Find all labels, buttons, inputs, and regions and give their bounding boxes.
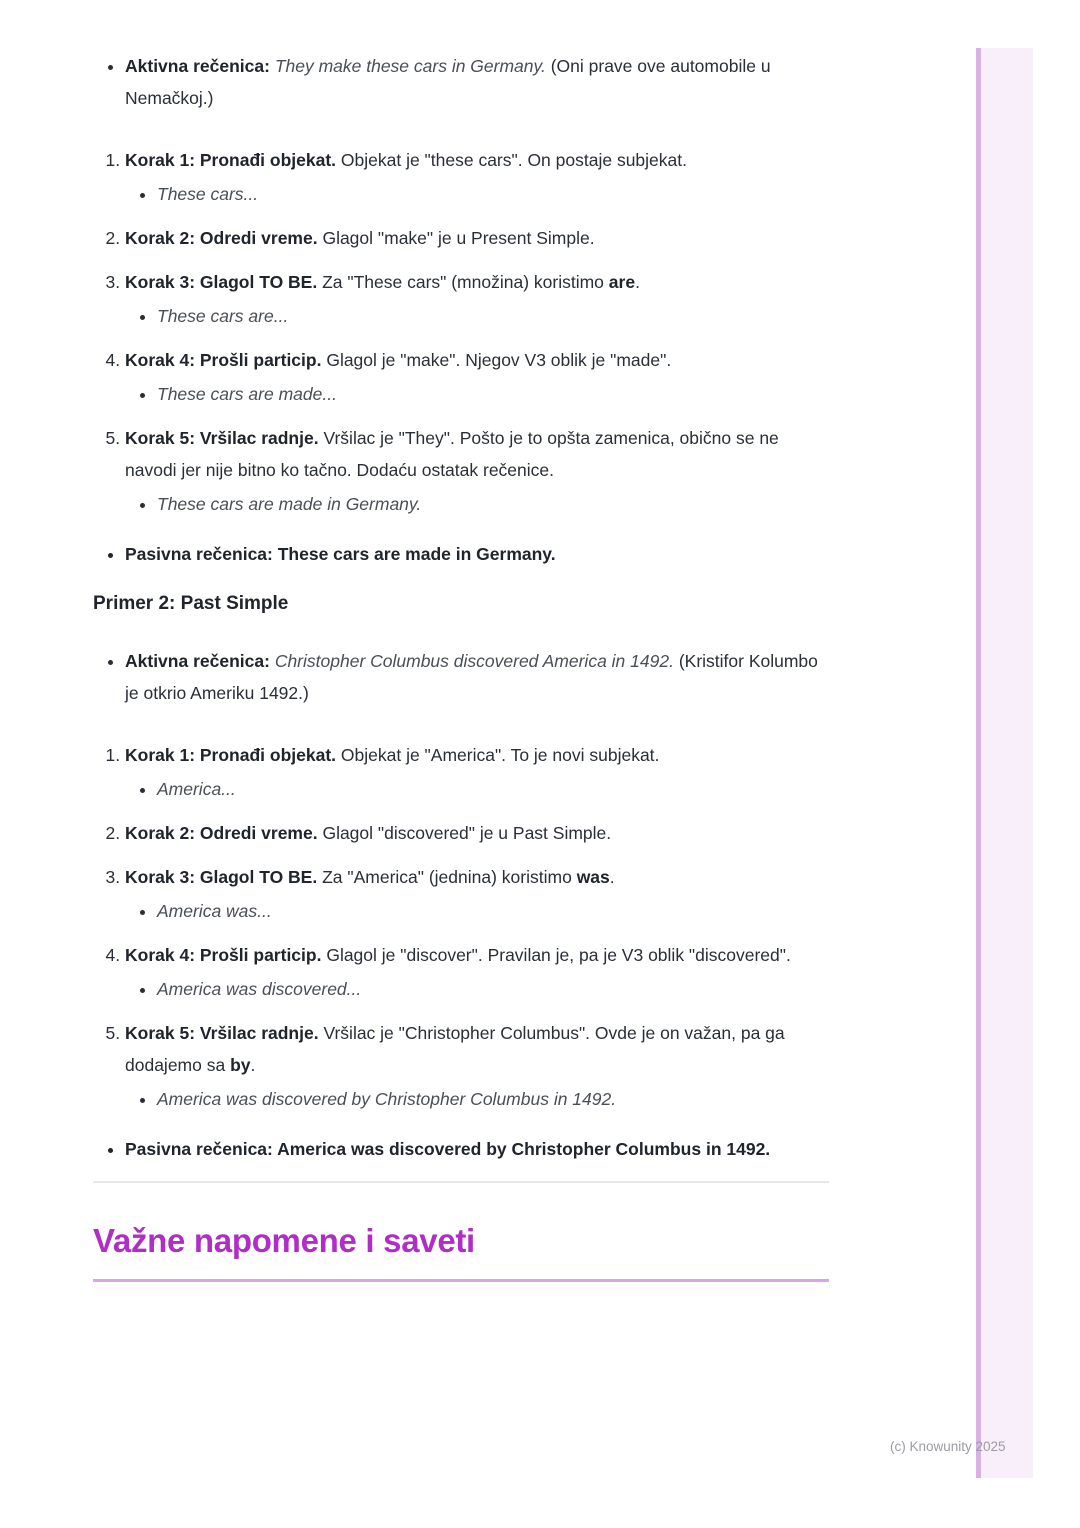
active-sentence-item (125, 50, 829, 114)
step-item (125, 939, 829, 1005)
steps-list-example1 (93, 144, 829, 520)
content-column (93, 50, 829, 1282)
step-result-list (125, 178, 829, 210)
step-text: Glagol "discovered" je u Past Simple. (322, 823, 612, 843)
step-item (125, 344, 829, 410)
step-result-list (125, 1083, 829, 1115)
active-label: Aktivna rečenica: (125, 56, 270, 76)
step-result: These cars are... (157, 306, 289, 326)
step-result: These cars... (157, 184, 259, 204)
step-item (125, 861, 829, 927)
step-item (125, 222, 829, 254)
step-label: Korak 1: Pronađi objekat. (125, 150, 337, 170)
step-result: America... (157, 779, 236, 799)
step-text: Vršilac je "They". Pošto je to opšta zamenica, obično se ne navodi jer nije bitno ko tačno. Dodaću ostatak rečenice. (125, 428, 779, 480)
step-result-item (157, 488, 829, 520)
step-result: America was... (157, 901, 272, 921)
step-bold-word: was (576, 867, 610, 887)
step-label: Korak 4: Prošli particip. (125, 945, 322, 965)
active-sentence: Christopher Columbus discovered America in 1492. (274, 651, 674, 671)
step-result: America was discovered by Christopher Columbus in 1492. (157, 1089, 617, 1109)
step-result-list (125, 895, 829, 927)
step-text: Glagol "make" je u Present Simple. (322, 228, 595, 248)
step-result-item (157, 895, 829, 927)
step-text: Vršilac je "Christopher Columbus". Ovde je on važan, pa ga dodajemo sa (125, 1023, 785, 1075)
active-translation: (Oni prave ove automobile u Nemačkoj.) (125, 56, 771, 108)
example2-heading: Primer 2: Past Simple (93, 593, 289, 614)
step-result-list (125, 300, 829, 332)
step-bold-word: are (608, 272, 636, 292)
active-sentence-list (93, 645, 829, 709)
step-text: Za "America" (jednina) koristimo (322, 867, 572, 887)
passive-sentence-item: • Pasivna rečenica: These cars are made in Germany. (125, 538, 829, 570)
step-label: Korak 5: Vršilac radnje. (125, 1023, 319, 1043)
step-result-item (157, 178, 829, 210)
step-text-after: . (609, 867, 615, 887)
passive-sentence-item: • Pasivna rečenica: America was discovered by Christopher Columbus in 1492. (125, 1133, 829, 1165)
step-result: These cars are made in Germany. (157, 494, 422, 514)
side-stripe-line (976, 48, 981, 1478)
side-stripe-panel (981, 48, 1033, 1478)
step-text-after: . (635, 272, 640, 292)
step-result-item (157, 1083, 829, 1115)
section-heading: Važne napomene i saveti (93, 1222, 475, 1259)
step-result-item (157, 300, 829, 332)
step-result: America was discovered... (157, 979, 362, 999)
step-label: Korak 2: Odredi vreme. (125, 228, 318, 248)
step-result-item (157, 773, 829, 805)
step-text: Objekat je "these cars". On postaje subjekat. (340, 150, 687, 170)
step-item (125, 144, 829, 210)
active-translation: (Kristifor Kolumbo je otkrio Ameriku 1492.) (125, 651, 818, 703)
step-result-item (157, 378, 829, 410)
accent-divider (93, 1279, 829, 1282)
step-bold-word: by (230, 1055, 251, 1075)
step-item (125, 422, 829, 520)
step-label: Korak 4: Prošli particip. (125, 350, 322, 370)
step-item (125, 266, 829, 332)
step-text: Glagol je "discover". Pravilan je, pa je V3 oblik "discovered". (326, 945, 791, 965)
step-result-list (125, 378, 829, 410)
active-label: Aktivna rečenica: (125, 651, 270, 671)
step-result-list (125, 973, 829, 1005)
passive-sentence-list (93, 1133, 829, 1165)
step-text: Glagol je "make". Njegov V3 oblik je "made". (326, 350, 672, 370)
active-sentence-item (125, 645, 829, 709)
section-divider (93, 1181, 829, 1183)
step-item (125, 739, 829, 805)
steps-list-example2 (93, 739, 829, 1115)
copyright-note: (c) Knowunity 2025 (890, 1439, 1006, 1454)
step-item (125, 817, 829, 849)
step-result-list (125, 488, 829, 520)
step-label: Korak 3: Glagol TO BE. (125, 867, 318, 887)
step-label: Korak 5: Vršilac radnje. (125, 428, 319, 448)
step-label: Korak 1: Pronađi objekat. (125, 745, 337, 765)
step-result-item (157, 973, 829, 1005)
step-label: Korak 3: Glagol TO BE. (125, 272, 318, 292)
step-text-after: . (250, 1055, 256, 1075)
passive-sentence-list (93, 538, 829, 570)
step-text: Objekat je "America". To je novi subjekat. (340, 745, 660, 765)
step-result-list (125, 773, 829, 805)
active-sentence-list (93, 50, 829, 114)
step-result: These cars are made... (157, 384, 337, 404)
step-label: Korak 2: Odredi vreme. (125, 823, 318, 843)
active-sentence: They make these cars in Germany. (274, 56, 546, 76)
step-item (125, 1017, 829, 1115)
step-text: Za "These cars" (množina) koristimo (322, 272, 604, 292)
